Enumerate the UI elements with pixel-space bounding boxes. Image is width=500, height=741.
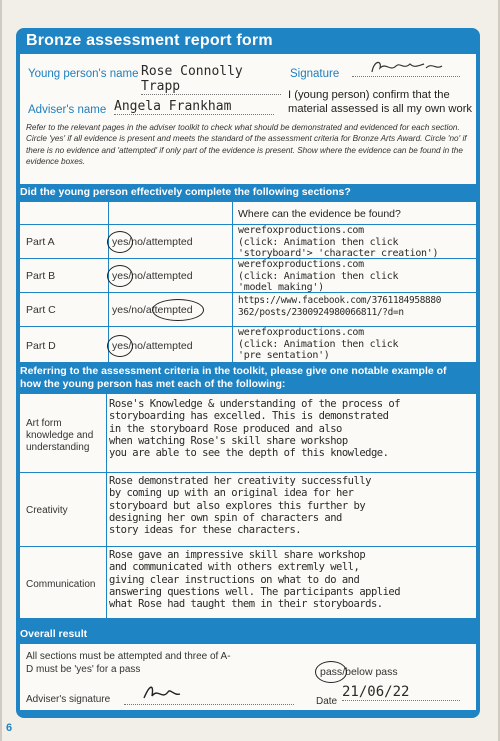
young-person-label: Young person's name [28, 68, 139, 80]
instructions-text: Refer to the relevant pages in the adviser toolkit to check what should be demonstrated and evidenced for each section. Circle 'yes' if all evidence is present and meets the standard of the assessment criteria for Bronze Arts Award. Circle 'no' if there is no evidence and 'attempted' if only part of the evidence is present. Show where the evidence can be found in the evidence boxes. [26, 123, 467, 167]
adviser-signature[interactable] [124, 680, 294, 705]
date-value[interactable]: 21/06/22 [342, 684, 460, 701]
part-d-evidence[interactable]: werefoxproductions.com (click: Animation then click 'pre sentation') [238, 327, 399, 361]
signature-scribble [352, 58, 460, 76]
criterion-communication: Communication [26, 579, 96, 590]
part-c-label: Part C [26, 304, 56, 316]
art-form-example[interactable]: Rose's Knowledge & understanding of the process of storyboarding has excelled. This is demonstrated in the storyboard Rose produced and also when watching Rose's skill share workshop you are able to see the depth of this knowledge. [109, 398, 401, 460]
assessment-form [16, 28, 480, 718]
result-below-pass: below pass [345, 666, 398, 678]
young-person-signature[interactable] [352, 58, 460, 77]
attempted-circle-part-c [152, 299, 204, 321]
pass-circle [315, 661, 347, 683]
part-b-answer[interactable]: yes/no/attempted [112, 270, 193, 282]
part-a-label: Part A [26, 236, 55, 248]
part-d-answer[interactable]: yes/no/attempted [112, 340, 193, 352]
adviser-signature-label: Adviser's signature [26, 694, 111, 705]
young-person-name-value[interactable]: Rose Connolly Trapp [141, 64, 281, 95]
signature-label: Signature [290, 68, 340, 80]
part-b-label: Part B [26, 270, 56, 282]
part-a-evidence[interactable]: werefoxproductions.com (click: Animation then click 'storyboard'> 'character creation') [238, 225, 439, 259]
criterion-creativity: Creativity [26, 505, 68, 516]
pass-rule-text: All sections must be attempted and three of A-D must be 'yes' for a pass [26, 651, 231, 675]
result-pass: pass [320, 666, 343, 678]
part-d-label: Part D [26, 340, 56, 352]
adviser-name-value[interactable]: Angela Frankham [114, 99, 274, 115]
criteria-question: Referring to the assessment criteria in the toolkit, please give one notable example of how the young person has met each of the following: [20, 365, 447, 390]
confirm-text: I (young person) confirm that the material assessed is all my own work [288, 89, 473, 115]
part-c-answer[interactable]: yes/no/attempted [112, 304, 193, 316]
part-b-evidence[interactable]: werefoxproductions.com (click: Animation then click 'model making') [238, 259, 399, 293]
creativity-example[interactable]: Rose demonstrated her creativity successfully by coming up with an original idea for her storyboard but also explores this further by designing her own spin of characters and story ideas for these characters. [109, 475, 371, 537]
parts-table [20, 202, 476, 362]
overall-panel [20, 644, 476, 710]
part-a-answer[interactable]: yes/no/attempted [112, 236, 193, 248]
yes-circle-part-a [107, 231, 133, 253]
evidence-header: Where can the evidence be found? [238, 208, 401, 220]
date-label: Date [316, 696, 338, 707]
yes-circle-part-d [107, 335, 133, 357]
part-c-evidence[interactable]: https://www.facebook.com/3761184958880 362/posts/2300924980066811/?d=n [238, 295, 442, 318]
adviser-signature-scribble [124, 680, 294, 704]
criteria-table [20, 394, 476, 618]
criterion-art-form: Art form knowledge and understanding [26, 418, 94, 453]
paper-page [2, 0, 498, 741]
result-options[interactable]: pass/below pass [320, 666, 398, 678]
form-title: Bronze assessment report form [26, 32, 273, 49]
communication-example[interactable]: Rose gave an impressive skill share workshop and communicated with others extremly well, giving clear instructions on what to do and answering questions well. The participants applied what Rose had taught them in their storyboards. [109, 549, 401, 611]
yes-circle-part-b [107, 265, 133, 287]
details-panel [20, 54, 476, 184]
overall-result-header: Overall result [20, 628, 88, 640]
page-number: 6 [6, 722, 13, 734]
sections-question: Did the young person effectively complete the following sections? [20, 186, 351, 198]
adviser-name-label: Adviser's name [28, 104, 107, 116]
